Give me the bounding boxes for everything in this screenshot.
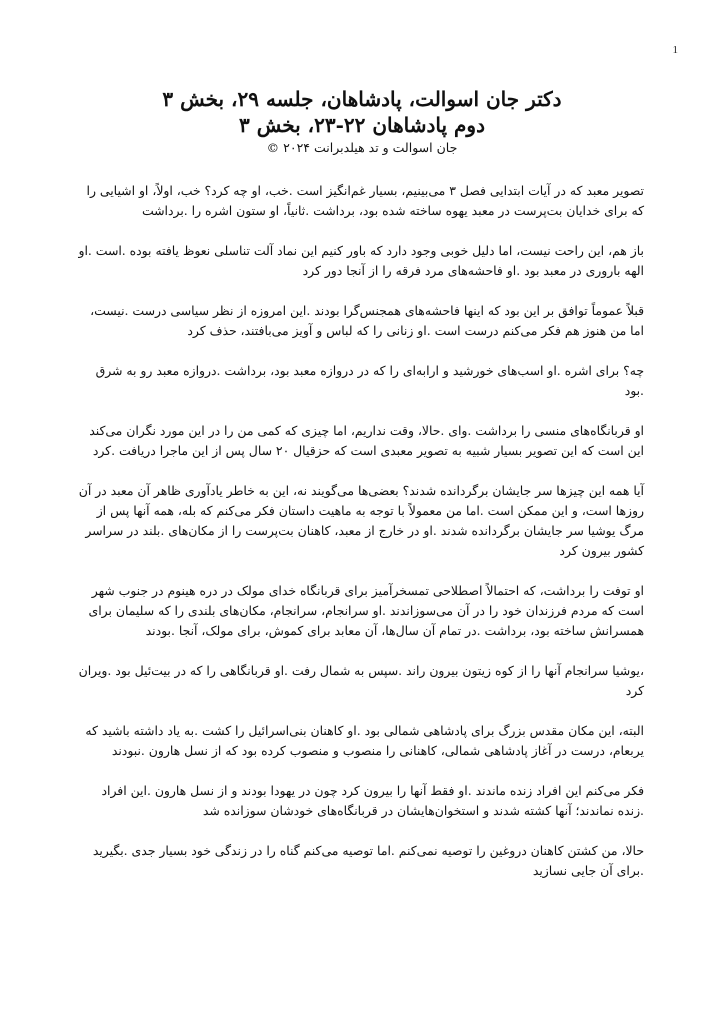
paragraph: آیا همه این چیزها سر جایشان برگردانده شدند؟ بعضی‌ها می‌گویند نه، این به خاطر یادآوری ظاهر آن معبد در آن روزها است، و این ممکن است .اما من معمولاً با توجه به ماهیت داستان فکر می‌کنم که بله، همه آنها پس از مرگ یوشیا سر جایشان برگردانده شدند .او در خارج از معبد، کاهنان بت‌پرست را از مکان‌های .بلند در سراسر کشور بیرون کرد — [78, 483, 644, 558]
document-subtitle: دوم پادشاهان ۲۲-۲۳، بخش ۳ — [238, 113, 485, 137]
paragraph: تصویر معبد که در آیات ابتدایی فصل ۳ می‌بینیم، بسیار غم‌انگیز است .خب، او چه کرد؟ خب، اولاً، او اشیایی را که برای خدایان بت‌پرست در معبد یهوه ساخته شده بود، برداشت .ثانیاً، او ستون اشره را .برداشت — [86, 183, 644, 218]
paragraph: چه؟ برای اشره .او اسب‌های خورشید و ارابه‌ای را که در دروازه معبد بود، برداشت .دروازه معبد رو به شرق .بود — [95, 363, 644, 398]
paragraph: او قربانگاه‌های منسی را برداشت .وای .حالا، وقت نداریم، اما چیزی که کمی من را در این مورد نگران می‌کند این است که این تصویر بسیار شبیه به تصویر معبدی است که حزقیال ۲۰ سال پس از این ماجرا دریافت .کرد — [89, 423, 644, 458]
document-header — [70, 86, 654, 156]
document-body — [76, 181, 644, 901]
paragraph: قبلاً عموماً توافق بر این بود که اینها فاحشه‌های همجنس‌گرا بودند .این امروزه از نظر سیاسی درست .نیست، اما من هنوز هم فکر می‌کنم درست است .او زنانی را که لباس و آویز می‌بافتند، حذف کرد — [90, 303, 644, 338]
paragraph: حالا، من کشتن کاهنان دروغین را توصیه نمی‌کنم .اما توصیه می‌کنم گناه را در زندگی خود بسیار جدی .بگیرید .برای آن جایی نسازید — [92, 843, 644, 878]
paragraph: او توفت را برداشت، که احتمالاً اصطلاحی تمسخرآمیز برای قربانگاه خدای مولک در دره هینوم در جنوب شهر است که مردم فرزندان خود را در آن می‌سوزاندند .او سرانجام، سرانجام، مکان‌های بلندی را که سلیمان برای همسرانش ساخته بود، برداشت .در تمام آن سال‌ها، آن معابد برای کموش، برای مولک، آنجا .بودند — [88, 583, 644, 638]
page-number: 1 — [672, 44, 678, 56]
paragraph: فکر می‌کنم این افراد زنده ماندند .او فقط آنها را بیرون کرد چون در یهودا بودند و از نسل هارون .این افراد .زنده نماندند؛ آنها کشته شدند و استخوان‌هایشان در قربانگاه‌های خودشان سوزانده شد — [101, 783, 644, 818]
paragraph: ،یوشیا سرانجام آنها را از کوه زیتون بیرون راند .سپس به شمال رفت .او قربانگاهی را که در بیت‌ئیل بود .ویران کرد — [78, 663, 644, 698]
document-title: دکتر جان اسوالت، پادشاهان، جلسه ۲۹، بخش ۳ — [162, 87, 562, 111]
paragraph: البته، این مکان مقدس بزرگ برای پادشاهی شمالی بود .او کاهنان بنی‌اسرائیل را کشت .به یاد داشته باشید که یربعام، درست در آغاز پادشاهی شمالی، کاهنانی را منصوب و منصوب کرده بود که از نسل هارون .نبودند — [85, 723, 644, 758]
paragraph: باز هم، این راحت نیست، اما دلیل خوبی وجود دارد که باور کنیم این نماد آلت تناسلی نعوظ یافته بوده .است .او الهه باروری در معبد بود .او فاحشه‌های مرد فرقه را از آنجا دور کرد — [78, 243, 644, 278]
author-byline: جان اسوالت و تد هیلدبرانت ۲۰۲۴ © — [266, 140, 458, 155]
